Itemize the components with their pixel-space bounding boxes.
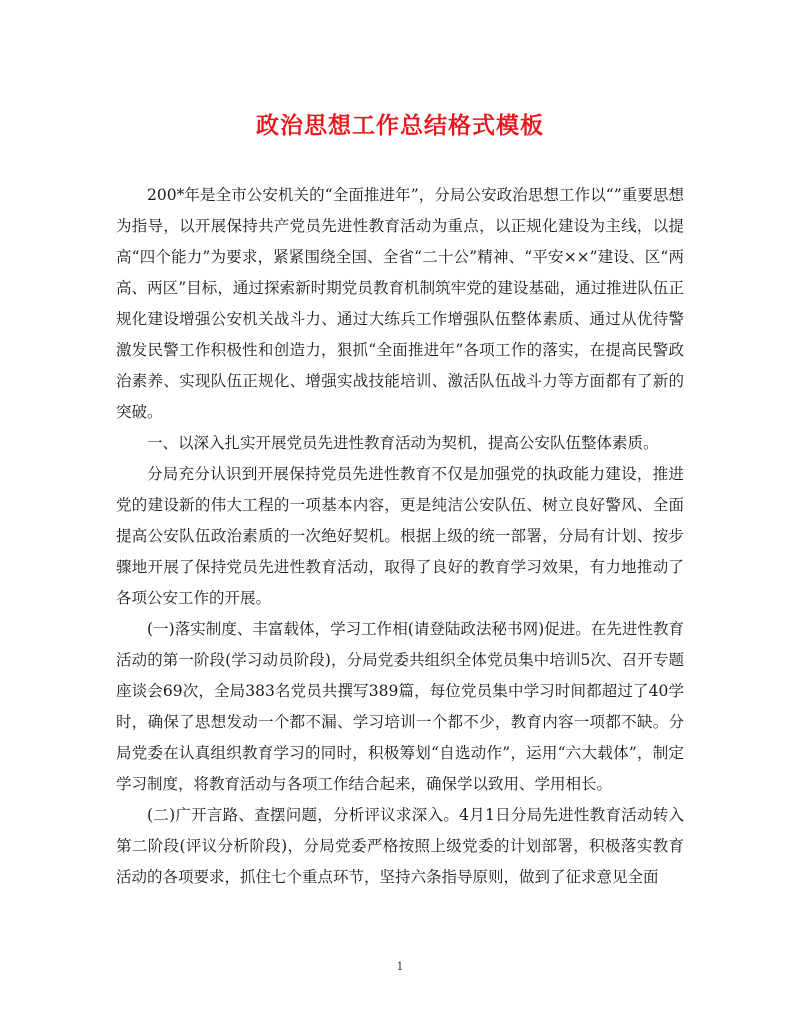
page-title: 政治思想工作总结格式模板: [256, 112, 544, 139]
paragraph-subsection-1: (一)落实制度、丰富载体，学习工作相(请登陆政法秘书网)促进。在先进性教育活动的第一阶段(学习动员阶段)，分局党委共组织全体党员集中培训5次、召开专题座谈会69次，全局383名党员共撰写389篇，每位党员集中学习时间都超过了40学时，确保了思想发动一个都不漏、学习培训一个都不少，教育内容一项都不缺。分局党委在认真组织教育学习的同时，积极筹划“自选动作”，运用“六大载体”，制定学习制度，将教育活动与各项工作结合起来，确保学以致用、学用相长。: [116, 620, 684, 793]
page-number: 1: [396, 960, 404, 973]
paragraph-subsection-2: (二)广开言路、查摆问题，分析评议求深入。4月1日分局先进性教育活动转入第二阶段(评议分析阶段)，分局党委严格按照上级党委的计划部署，积极落实教育活动的各项要求，抓住七个重点环节，坚持六条指导原则，做到了征求意见全面: [116, 806, 684, 886]
document-body: [116, 180, 684, 893]
section-heading-1: 一、以深入扎实开展党员先进性教育活动为契机，提高公安队伍整体素质。: [147, 434, 659, 452]
paragraph-section-1: 分局充分认识到开展保持党员先进性教育不仅是加强党的执政能力建设，推进党的建设新的伟大工程的一项基本内容，更是纯洁公安队伍、树立良好警风、全面提高公安队伍政治素质的一次绝好契机。根据上级的统一部署，分局有计划、按步骤地开展了保持党员先进性教育活动，取得了良好的教育学习效果，有力地推动了各项公安工作的开展。: [116, 465, 684, 607]
paragraph-intro: 200*年是全市公安机关的“全面推进年”，分局公安政治思想工作以“”重要思想为指导，以开展保持共产党员先进性教育活动为重点，以正规化建设为主线，以提高“四个能力”为要求，紧紧围绕全国、全省“二十公”精神、“平安××”建设、区“两高、两区”目标，通过探索新时期党员教育机制筑牢党的建设基础，通过推进队伍正规化建设增强公安机关战斗力、通过大练兵工作增强队伍整体素质、通过从优待警激发民警工作积极性和创造力，狠抓“全面推进年”各项工作的落实，在提高民警政治素养、实现队伍正规化、增强实战技能培训、激活队伍战斗力等方面都有了新的突破。: [116, 186, 684, 421]
